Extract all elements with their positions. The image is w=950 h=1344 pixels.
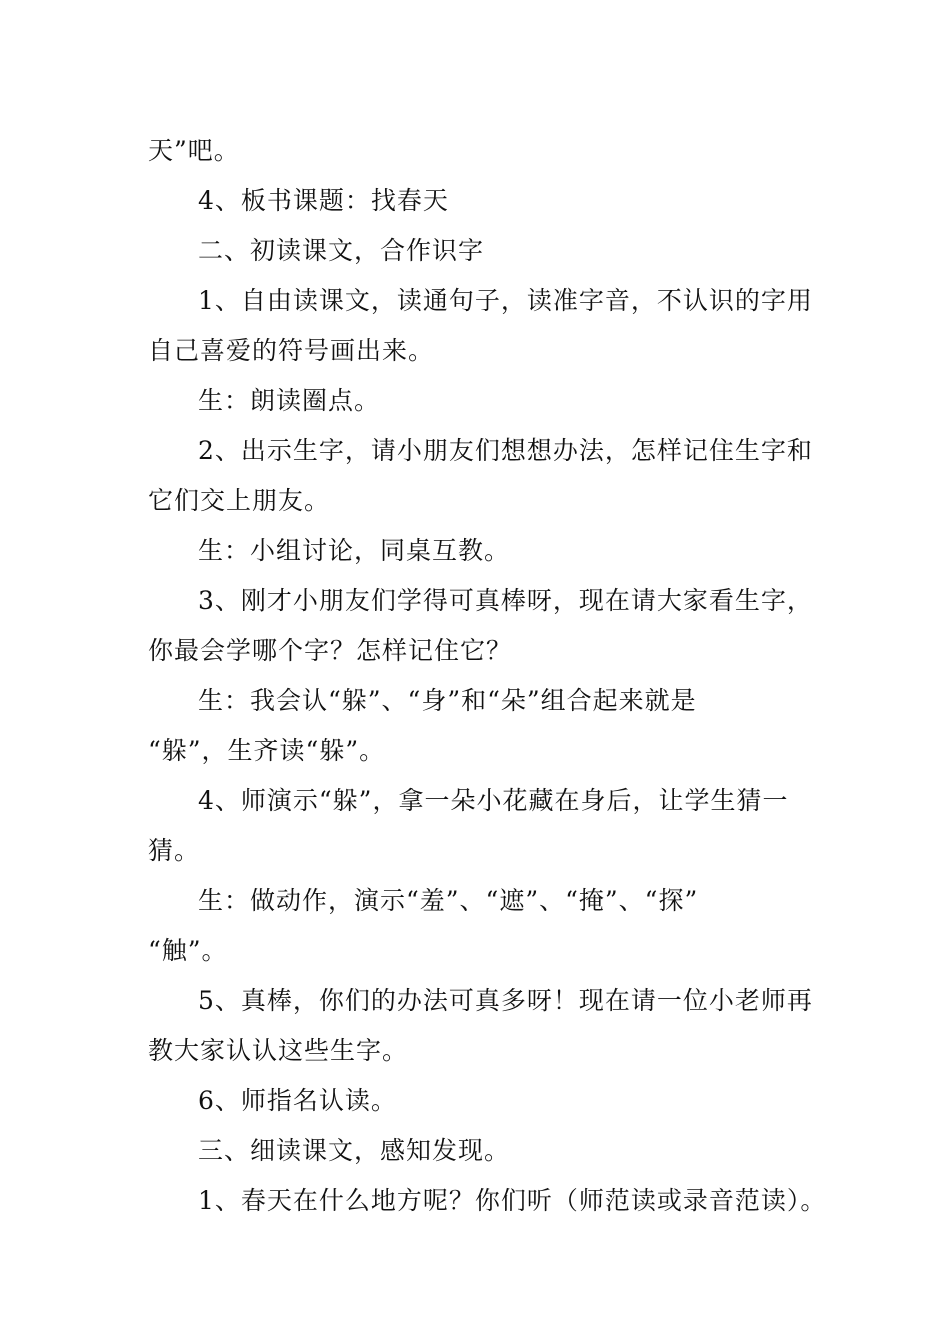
text-line: 4、师演示“躲”，拿一朵小花藏在身后，让学生猜一 <box>198 786 789 815</box>
text-line: 2、出示生字，请小朋友们想想办法，怎样记住生字和 <box>198 436 813 465</box>
text-line: 教大家认认这些生字。 <box>148 1036 409 1065</box>
text-line: 自己喜爱的符号画出来。 <box>148 336 435 365</box>
text-line: 5、真棒，你们的办法可真多呀！现在请一位小老师再 <box>198 986 813 1015</box>
text-line: 它们交上朋友。 <box>148 486 331 515</box>
text-line: 猜。 <box>148 836 201 865</box>
text-line: 天”吧。 <box>148 136 240 165</box>
lesson-text <box>148 126 827 1226</box>
text-line: 4、板书课题：找春天 <box>198 186 449 215</box>
text-line: 1、春天在什么地方呢？你们听（师范读或录音范读）。 <box>198 1186 827 1215</box>
text-line: “躲”，生齐读“躲”。 <box>148 736 386 765</box>
text-line: 生：朗读圈点。 <box>198 386 381 415</box>
section-heading: 三、细读课文，感知发现。 <box>198 1136 511 1165</box>
text-line: 生：小组讨论，同桌互教。 <box>198 536 511 565</box>
text-line: 6、师指名认读。 <box>198 1086 397 1115</box>
text-line: 生：做动作，演示“羞”、“遮”、“掩”、“探” <box>198 886 699 915</box>
text-line: “触”。 <box>148 936 228 965</box>
text-line: 你最会学哪个字？怎样记住它？ <box>148 636 513 665</box>
text-line: 1、自由读课文，读通句子，读准字音，不认识的字用 <box>198 286 813 315</box>
text-line: 生：我会认“躲”、“身”和“朵”组合起来就是 <box>198 686 697 715</box>
text-line: 3、刚才小朋友们学得可真棒呀，现在请大家看生字， <box>198 586 813 615</box>
section-heading: 二、初读课文，合作识字 <box>198 236 485 265</box>
